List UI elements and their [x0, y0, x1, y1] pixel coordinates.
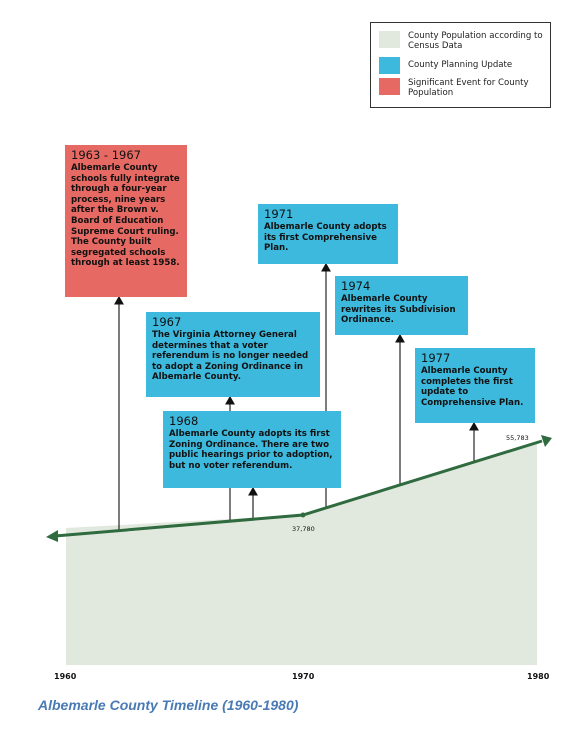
event-box-1968 [163, 411, 341, 488]
legend-label-population: County Population according to Census Data [408, 31, 543, 51]
event-year: 1977 [421, 351, 451, 365]
legend [370, 22, 551, 108]
event-text: Albemarle County adopts its first Comprehensive Plan. [264, 222, 387, 254]
population-label-1970: 37,780 [292, 525, 315, 533]
axis-tick-1980: 1980 [527, 672, 550, 681]
legend-item-population [379, 31, 548, 51]
event-text: Albemarle County adopts its first Zoning Ordinance. There are two public hearings prior to adoption, but no voter referendum. [169, 429, 333, 471]
population-line-arrow-right [541, 435, 552, 447]
population-label-1980: 55,783 [506, 434, 529, 442]
arrowhead-1971 [322, 264, 330, 271]
event-year: 1968 [169, 414, 199, 428]
event-text: Albemarle County completes the first update to Comprehensive Plan. [421, 366, 524, 408]
legend-swatch-population [379, 31, 400, 48]
population-line-arrow-left [46, 530, 58, 542]
event-year: 1974 [341, 279, 371, 293]
legend-swatch-significant [379, 78, 400, 95]
event-text: Albemarle County rewrites its Subdivision Ordinance. [341, 294, 456, 326]
event-year: 1967 [152, 315, 182, 329]
axis-tick-1960: 1960 [54, 672, 77, 681]
event-year: 1963 - 1967 [71, 148, 141, 162]
axis-tick-1970: 1970 [292, 672, 315, 681]
arrowhead-1963 [115, 297, 123, 304]
population-point-1970 [301, 513, 306, 518]
event-box-1963-1967 [65, 145, 187, 297]
event-text: The Virginia Attorney General determines that a voter referendum is no longer needed to adopt a Zoning Ordinance in Albemarle County. [152, 330, 309, 383]
event-box-1974 [335, 276, 468, 335]
event-year: 1971 [264, 207, 294, 221]
legend-label-planning: County Planning Update [408, 60, 513, 70]
event-box-1977 [415, 348, 535, 423]
legend-swatch-planning [379, 57, 400, 74]
event-text: Albemarle County schools fully integrate through a four-year process, nine years after the Brown v. Board of Education Supreme Court ruling. The County built segregated schools through at least 1958. [71, 163, 180, 269]
legend-item-planning [379, 57, 548, 74]
arrowhead-1974 [396, 335, 404, 342]
legend-label-significant: Significant Event for County Population [408, 78, 529, 98]
event-box-1967 [146, 312, 320, 397]
arrowhead-1967 [226, 397, 234, 404]
event-box-1971 [258, 204, 398, 264]
arrowhead-1968 [249, 488, 257, 495]
arrowhead-1977 [470, 423, 478, 430]
figure-caption: Albemarle County Timeline (1960-1980) [38, 697, 299, 713]
legend-item-significant [379, 78, 548, 98]
